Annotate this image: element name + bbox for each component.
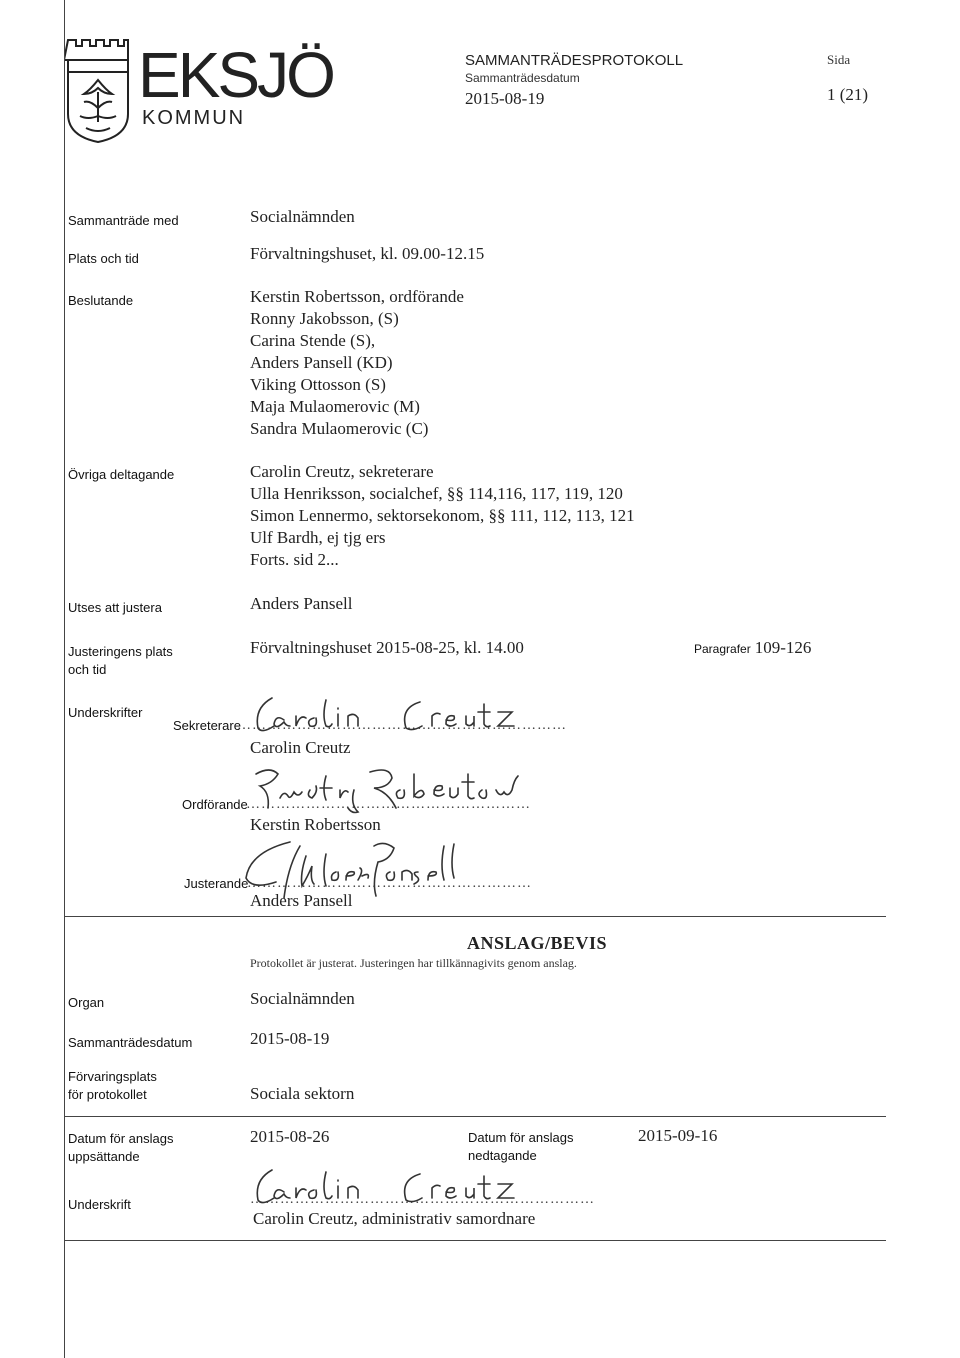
organ-value: Socialnämnden [250, 989, 355, 1008]
deciding-member: Sandra Mulaomerovic (C) [250, 419, 429, 438]
notice-signature-line: …………………………………………………………… [250, 1192, 595, 1207]
adjuster-value: Anders Pansell [250, 594, 353, 613]
coat-of-arms-icon [64, 36, 132, 144]
storage-value: Sociala sektorn [250, 1084, 355, 1103]
document-date: 2015-08-19 [465, 89, 545, 108]
other-participant: Forts. sid 2... [250, 550, 339, 569]
others-label: Övriga deltagande [68, 467, 175, 482]
paragraphs-label: Paragrafer [694, 642, 751, 656]
deciding-label: Beslutande [68, 293, 134, 308]
notice-title: ANSLAG/BEVIS [467, 933, 608, 953]
posted-value: 2015-08-26 [250, 1127, 330, 1146]
adjuster-label: Utses att justera [68, 600, 162, 615]
place-label: Plats och tid [68, 251, 139, 266]
logo-wordmark: EKSJÖ [138, 39, 333, 111]
chair-label: Ordförande [182, 797, 248, 812]
deciding-member: Maja Mulaomerovic (M) [250, 397, 420, 416]
notice-date-label: Sammanträdesdatum [68, 1035, 193, 1050]
signatures-label: Underskrifter [68, 705, 143, 720]
notice-signature-name: Carolin Creutz, administrativ samordnare [253, 1209, 536, 1228]
posted-label: Datum för anslags uppsättande [68, 1131, 174, 1164]
storage-label: Förvaringsplats för protokollet [68, 1069, 157, 1102]
document-title: SAMMANTRÄDESPROTOKOLL [465, 52, 684, 69]
removed-value: 2015-09-16 [638, 1126, 718, 1145]
others-list [250, 461, 635, 571]
removed-label: Datum för anslags nedtagande [468, 1130, 574, 1163]
deciding-member: Kerstin Robertsson, ordförande [250, 287, 464, 306]
deciding-member: Ronny Jakobsson, (S) [250, 309, 399, 328]
adjuster-name: Anders Pansell [250, 891, 353, 910]
chair-name: Kerstin Robertsson [250, 815, 381, 834]
municipality-logo [64, 36, 333, 146]
notice-divider [64, 1116, 886, 1117]
secretary-name: Carolin Creutz [250, 738, 351, 757]
margin-rule [64, 0, 65, 1358]
adjust-place-value: Förvaltningshuset 2015-08-25, kl. 14.00 [250, 638, 524, 657]
logo-subtitle: KOMMUN [142, 107, 246, 129]
page-number: 1 (21) [827, 85, 869, 104]
chair-signature [250, 760, 530, 820]
secretary-signature [250, 690, 540, 740]
place-value: Förvaltningshuset, kl. 09.00-12.15 [250, 244, 485, 263]
secretary-label: Sekreterare [173, 718, 241, 733]
signature-label: Underskrift [68, 1197, 131, 1212]
other-participant: Simon Lennermo, sektorsekonom, §§ 111, 112, 113, 121 [250, 506, 635, 525]
meeting-body-label: Sammanträde med [68, 213, 179, 228]
other-participant: Ulla Henriksson, socialchef, §§ 114,116, 117, 119, 120 [250, 484, 623, 503]
bottom-divider [64, 1240, 886, 1241]
paragraphs [694, 637, 811, 659]
section-divider [64, 916, 886, 917]
deciding-member: Carina Stende (S), [250, 331, 376, 350]
deciding-member: Viking Ottosson (S) [250, 375, 386, 394]
paragraphs-value: 109-126 [754, 638, 812, 657]
deciding-member: Anders Pansell (KD) [250, 353, 393, 372]
notice-text: Protokollet är justerat. Justeringen har tillkännagivits genom anslag. [250, 956, 577, 970]
other-participant: Ulf Bardh, ej tjg ers [250, 528, 386, 547]
page-label: Sida [827, 52, 851, 67]
adjuster-signature-line: ………………………………………………… [247, 876, 532, 891]
chair-signature-line: ………………………………………………… [246, 797, 531, 812]
adjust-place-label: Justeringens plats och tid [68, 644, 173, 677]
deciding-list [250, 286, 464, 440]
organ-label: Organ [68, 995, 105, 1010]
adjuster-sign-label: Justerande [184, 876, 249, 891]
other-participant: Carolin Creutz, sekreterare [250, 462, 434, 481]
document-subtitle: Sammanträdesdatum [465, 71, 580, 85]
secretary-signature-line: ………………………………………………………… [237, 718, 567, 733]
meeting-body-value: Socialnämnden [250, 207, 355, 226]
notice-date-value: 2015-08-19 [250, 1029, 330, 1048]
